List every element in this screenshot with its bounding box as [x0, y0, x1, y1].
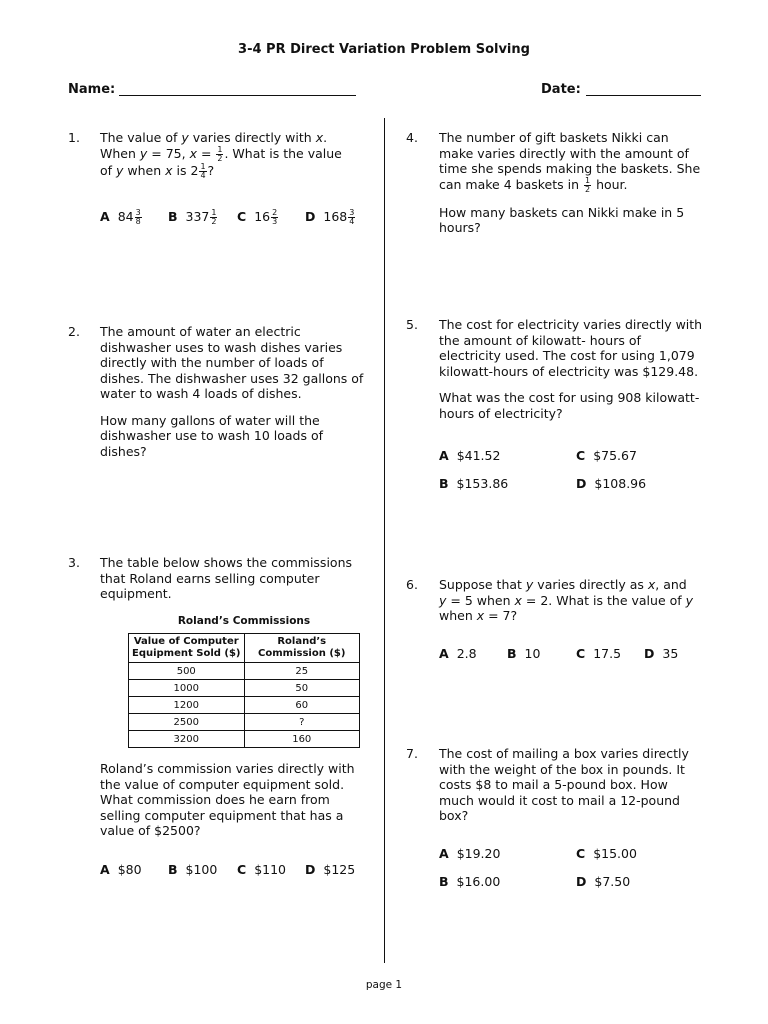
name-label: Name:: [68, 82, 116, 97]
choice-c[interactable]: C 16 $\frac{2}{3}$: [237, 208, 278, 226]
choice-a[interactable]: A $41.52: [439, 448, 501, 463]
question-text: The value of y varies directly with x. When y = 75, x = $\frac{1}{2}$ . What is the value of y when x is 2 $\frac{1}{4}$ ?: [100, 130, 342, 180]
question-text: Roland’s commission varies directly with the value of computer equipment sold. What commission does he earn from selling computer equipment that has a value of $2500?: [100, 761, 355, 838]
table-row: 1200 60: [129, 697, 360, 714]
table-row: 3200 160: [129, 731, 360, 748]
choice-a[interactable]: A $19.20: [439, 846, 501, 861]
question-text: The cost for electricity varies directly with the amount of kilowatt- hours of electricity used. The cost for using 1,079 kilowatt-hours of electricity was $129.48. What was the cost for using 908 kilowatt-hours of electricity?: [439, 317, 703, 421]
choice-c[interactable]: C $15.00: [576, 846, 637, 861]
choice-c[interactable]: C $75.67: [576, 448, 637, 463]
commissions-table: [128, 633, 360, 748]
fraction: $\frac{1}{2}$: [217, 145, 223, 163]
date-field-line[interactable]: [586, 95, 701, 96]
date-label: Date:: [541, 82, 581, 97]
choice-d[interactable]: D $108.96: [576, 476, 647, 491]
question-number: 5.: [406, 317, 418, 332]
choice-b[interactable]: B 10: [507, 646, 541, 661]
question-text: The cost of mailing a box varies directly with the weight of the box in pounds. It costs $8 to mail a 5-pound box. How much would it cost to mail a 12-pound box?: [439, 746, 689, 823]
choice-c[interactable]: C $110: [237, 862, 286, 877]
choice-b[interactable]: B 337 $\frac{1}{2}$: [168, 208, 217, 226]
table-row: 1000 50: [129, 680, 360, 697]
choice-d[interactable]: D 168 $\frac{3}{4}$: [305, 208, 355, 226]
choice-a[interactable]: A $80: [100, 862, 142, 877]
table-header-value: Value of Computer Equipment Sold ($): [129, 634, 245, 663]
choice-b[interactable]: B $153.86: [439, 476, 509, 491]
question-3-followup: [100, 761, 368, 839]
question-text: The table below shows the commissions that Roland earns selling computer equipment.: [100, 555, 353, 601]
worksheet-title: 3-4 PR Direct Variation Problem Solving: [238, 42, 530, 57]
choice-a[interactable]: A 84 $\frac{3}{8}$: [100, 208, 141, 226]
table-row: 2500 ?: [129, 714, 360, 731]
choice-d[interactable]: D $7.50: [576, 874, 631, 889]
name-field-line[interactable]: [119, 95, 356, 96]
question-text: The amount of water an electric dishwasher uses to wash dishes varies directly with the number of loads of dishes. The dishwasher uses 32 gallons of water to wash 4 loads of dishes. How many gallons of water will the dishwasher use to wash 10 loads of dishes?: [100, 324, 364, 459]
table-header-commission: Roland’s Commission ($): [244, 634, 360, 663]
fraction: $\frac{1}{4}$: [200, 162, 206, 180]
choice-c[interactable]: C 17.5: [576, 646, 622, 661]
choice-a[interactable]: A 2.8: [439, 646, 477, 661]
table-title: Roland’s Commissions: [177, 615, 311, 627]
question-number: 2.: [68, 324, 80, 339]
column-divider: [384, 118, 385, 963]
choice-d[interactable]: D 35: [644, 646, 679, 661]
table-row: 500 25: [129, 663, 360, 680]
question-text: The number of gift baskets Nikki can make varies directly with the amount of time she spends making the baskets. She can make 4 baskets in $\frac{1}{2}$ hour. How many baskets can Nikki make in 5 hours?: [439, 130, 701, 235]
choice-b[interactable]: B $100: [168, 862, 218, 877]
page-number: page 1: [365, 979, 403, 991]
question-number: 3.: [68, 555, 80, 570]
question-number: 1.: [68, 130, 80, 145]
fraction: $\frac{1}{2}$: [585, 175, 591, 194]
question-text: Suppose that y varies directly as x, and y = 5 when x = 2. What is the value of y when x = 7?: [439, 577, 694, 623]
question-number: 6.: [406, 577, 418, 592]
question-number: 7.: [406, 746, 418, 761]
choice-d[interactable]: D $125: [305, 862, 356, 877]
choice-b[interactable]: B $16.00: [439, 874, 501, 889]
question-number: 4.: [406, 130, 418, 145]
